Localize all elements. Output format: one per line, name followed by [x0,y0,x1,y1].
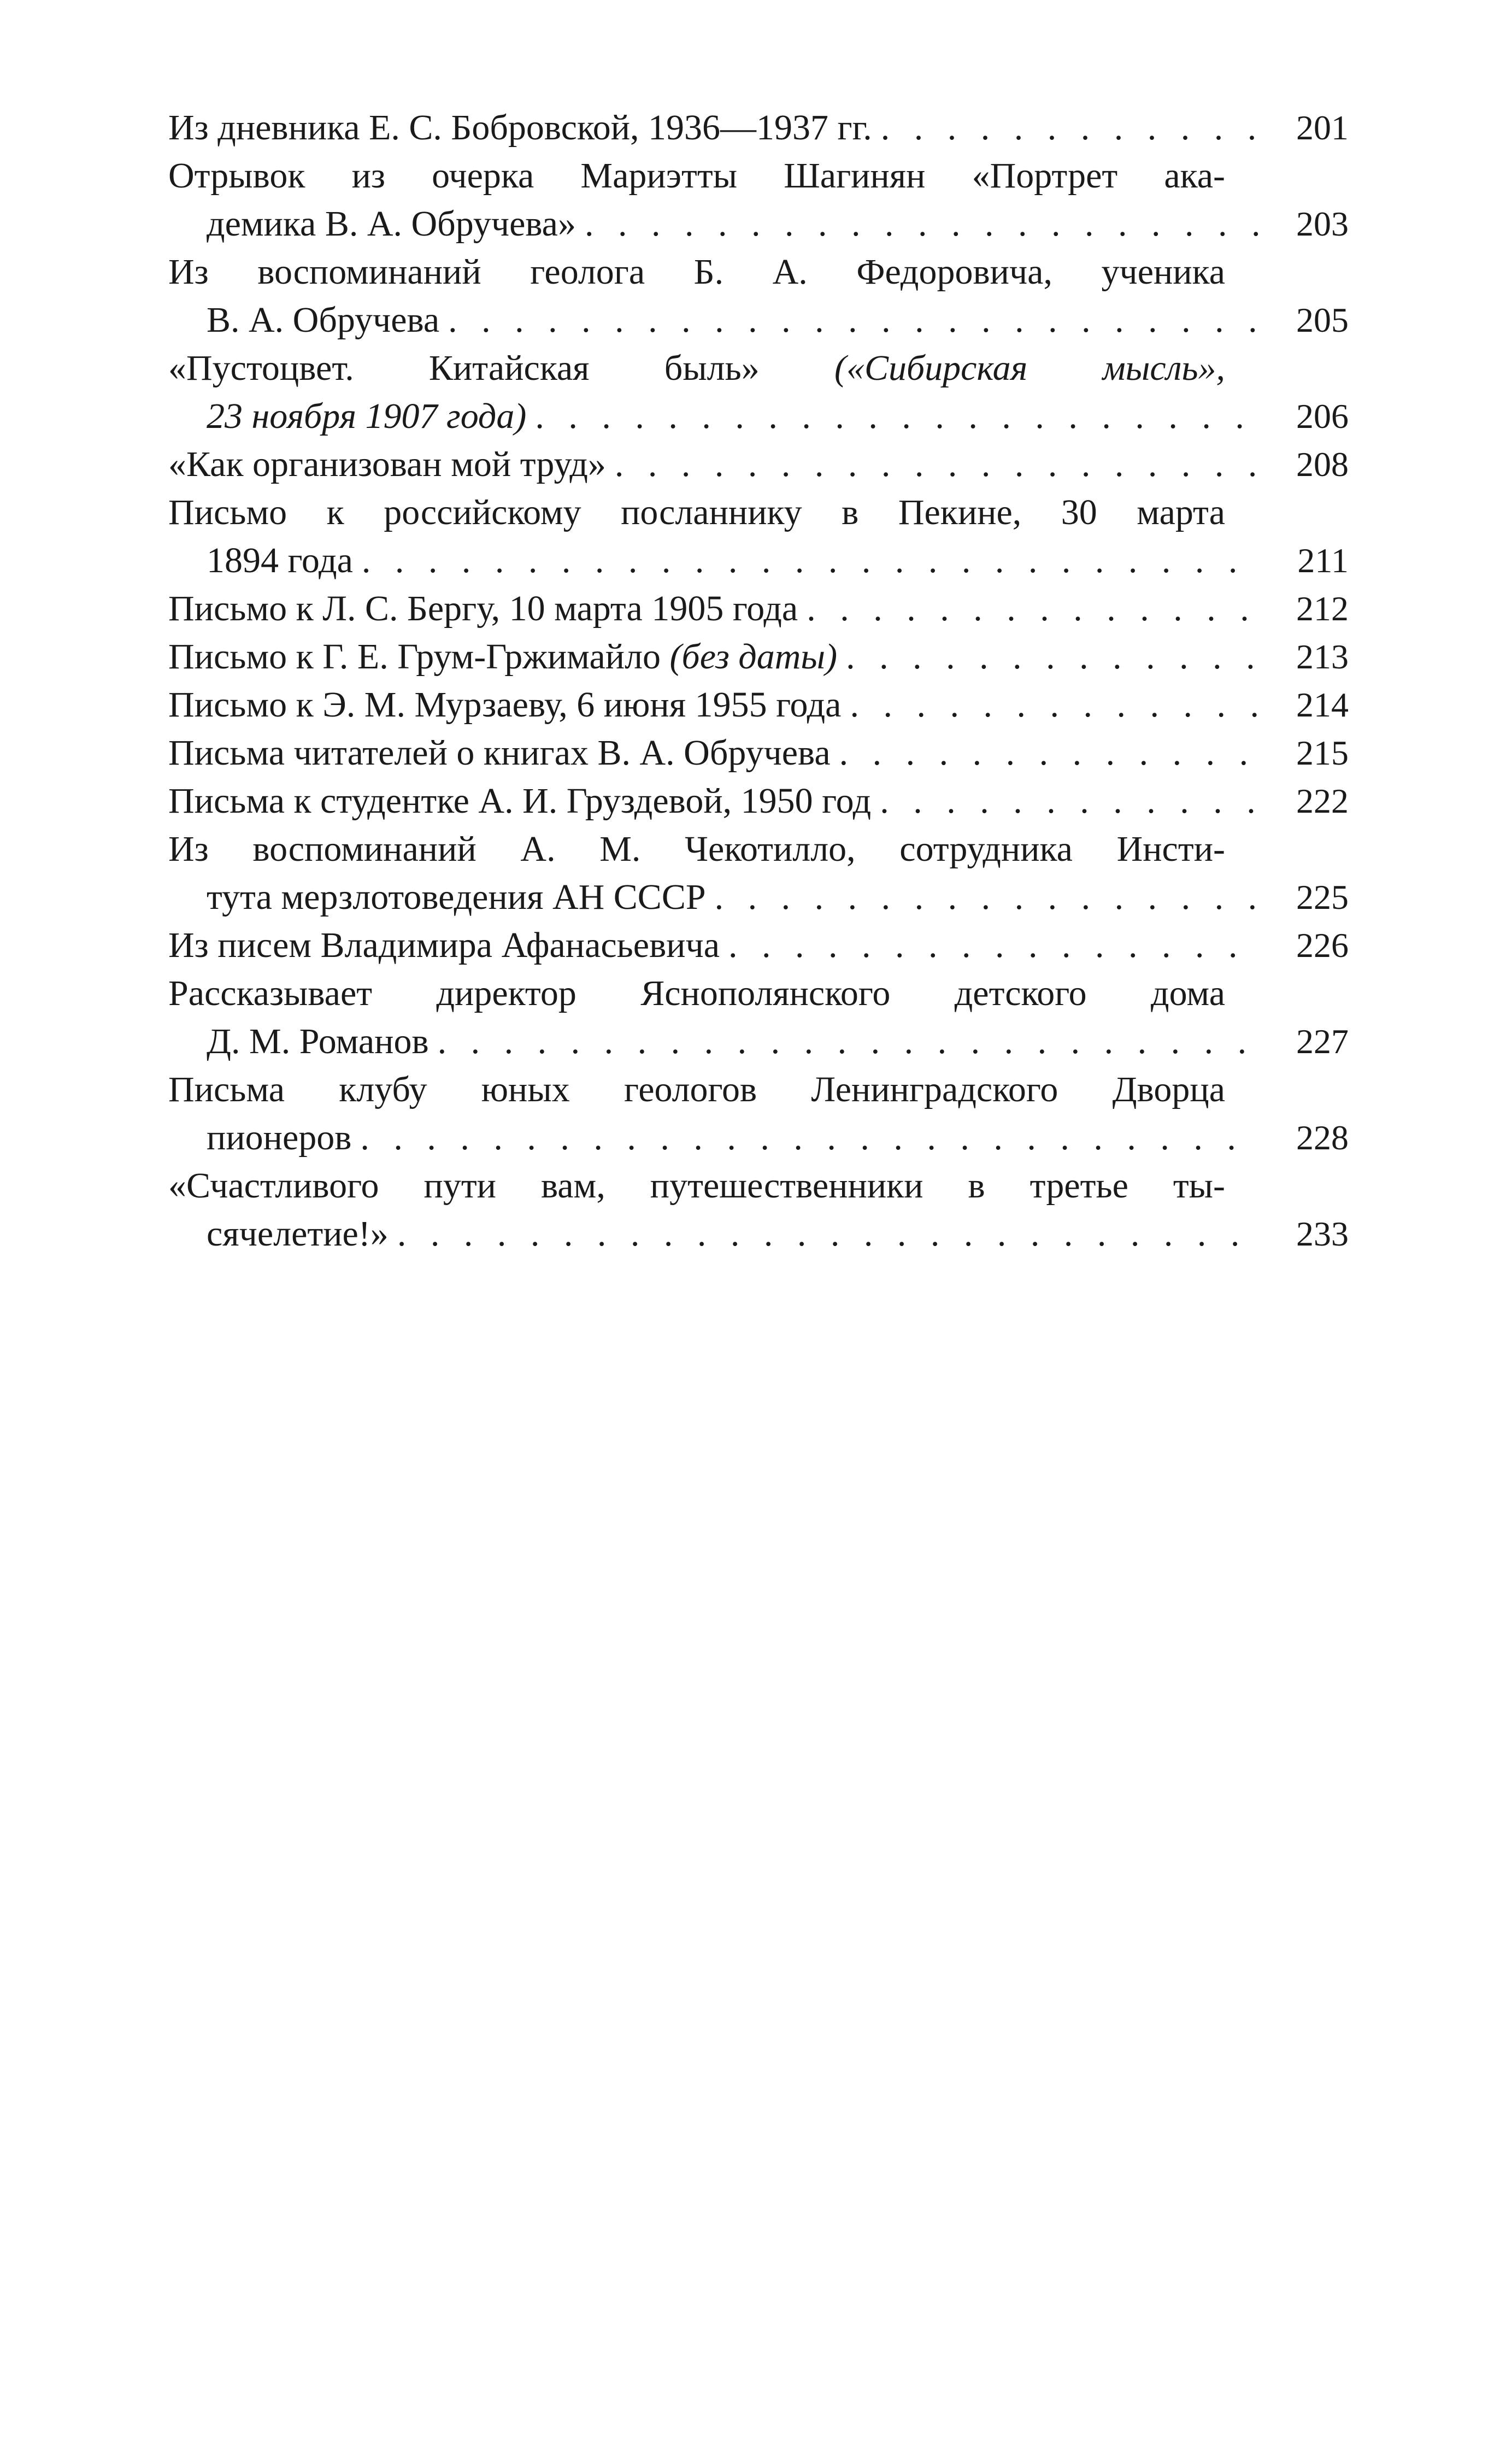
toc-entry-title: Письмо к Л. С. Бергу, 10 марта 1905 года [168,589,798,629]
dot-leader [715,873,1259,921]
toc-page-number: 205 [1296,301,1349,339]
toc-entry[interactable] [168,585,1349,633]
toc-entry-title-continued: демика В. А. Обручева» [207,204,576,244]
dot-leader [615,440,1259,489]
toc-page-number: 233 [1296,1214,1349,1253]
toc-page-number: 214 [1296,685,1349,724]
toc-page-number: 201 [1296,108,1349,147]
toc-entry-title: Из воспоминаний А. М. Чекотилло, сотрудника Инсти- [168,829,1225,869]
dot-leader [438,1018,1259,1066]
toc-page-number: 206 [1296,397,1349,436]
toc-entry[interactable] [168,681,1349,729]
toc-page-number: 225 [1296,878,1349,917]
dot-leader [807,585,1259,633]
toc-entry-title: Отрывок из очерка Мариэтты Шагинян «Портрет ака- [168,156,1225,196]
toc-entry-title: Письма к студентке А. И. Груздевой, 1950 год [168,781,872,821]
dot-leader [846,633,1259,681]
toc-page-number: 228 [1296,1118,1349,1157]
toc-entry[interactable] [168,921,1349,970]
toc-entry[interactable] [168,104,1349,152]
toc-entry[interactable] [168,970,1349,1066]
dot-leader [880,777,1259,825]
toc-entry-source-continued: 23 ноября 1907 года) [207,396,527,436]
toc-page-number: 222 [1296,782,1349,820]
dot-leader [585,200,1259,248]
toc-entry[interactable] [168,489,1349,585]
dot-leader [360,1114,1259,1162]
toc-entry[interactable] [168,152,1349,248]
dot-leader [535,392,1259,440]
toc-entry[interactable] [168,633,1349,681]
toc-page-number: 215 [1296,733,1349,772]
toc-page-number: 211 [1297,541,1349,580]
toc-entry-title: Письмо к Э. М. Мурзаеву, 6 июня 1955 года [168,685,842,725]
dot-leader [448,296,1259,344]
toc-entry-title: Письма читателей о книгах В. А. Обручева [168,733,831,773]
toc-entry-title: Из писем Владимира Афанасьевича [168,925,720,965]
toc-page-number: 226 [1296,926,1349,965]
toc-page-number: 227 [1296,1022,1349,1061]
table-of-contents [168,104,1349,1258]
dot-leader [881,104,1259,152]
toc-entry[interactable] [168,440,1349,489]
toc-page-number: 212 [1296,589,1349,628]
toc-entry-title-continued: В. А. Обручева [207,300,440,340]
toc-entry-title-continued: Д. М. Романов [207,1021,429,1061]
toc-entry[interactable] [168,1162,1349,1258]
toc-entry[interactable] [168,825,1349,921]
toc-entry-title: «Пустоцвет. Китайская быль» [168,348,760,388]
dot-leader [362,537,1259,585]
toc-entry-title: «Как организован мой труд» [168,444,606,484]
toc-page-number: 213 [1296,637,1349,676]
toc-entry-title: Письма клубу юных геологов Ленинградского Дворца [168,1070,1225,1109]
toc-page-number: 203 [1296,204,1349,243]
toc-entry-title: Письмо к Г. Е. Грум-Гржимайло [168,637,661,677]
toc-entry-title-continued: тута мерзлотоведения АН СССР [207,877,706,917]
toc-entry[interactable] [168,248,1349,344]
dot-leader [728,921,1259,970]
toc-entry-title-continued: пионеров [207,1118,352,1158]
toc-entry-title-continued: 1894 года [207,541,353,580]
toc-entry-title-continued: сячелетие!» [207,1214,389,1254]
toc-entry-source: («Сибирская мысль», [834,348,1226,388]
toc-entry[interactable] [168,729,1349,777]
toc-entry-title: Из воспоминаний геолога Б. А. Федоровича, ученика [168,252,1225,292]
toc-entry-title: Рассказывает директор Яснополянского детского дома [168,973,1225,1013]
dot-leader [397,1210,1259,1258]
toc-entry-note: (без даты) [669,637,838,677]
toc-entry[interactable] [168,777,1349,825]
toc-entry-title: Из дневника Е. С. Бобровской, 1936—1937 гг. [168,108,872,148]
toc-entry-title-line [168,344,1225,392]
toc-entry-title: «Счастливого пути вам, путешественники в третье ты- [168,1166,1225,1206]
toc-entry[interactable] [168,344,1349,440]
dot-leader [850,681,1259,729]
dot-leader [839,729,1259,777]
toc-entry-title: Письмо к российскому посланнику в Пекине, 30 марта [168,492,1225,532]
toc-page-number: 208 [1296,445,1349,484]
toc-entry[interactable] [168,1066,1349,1162]
